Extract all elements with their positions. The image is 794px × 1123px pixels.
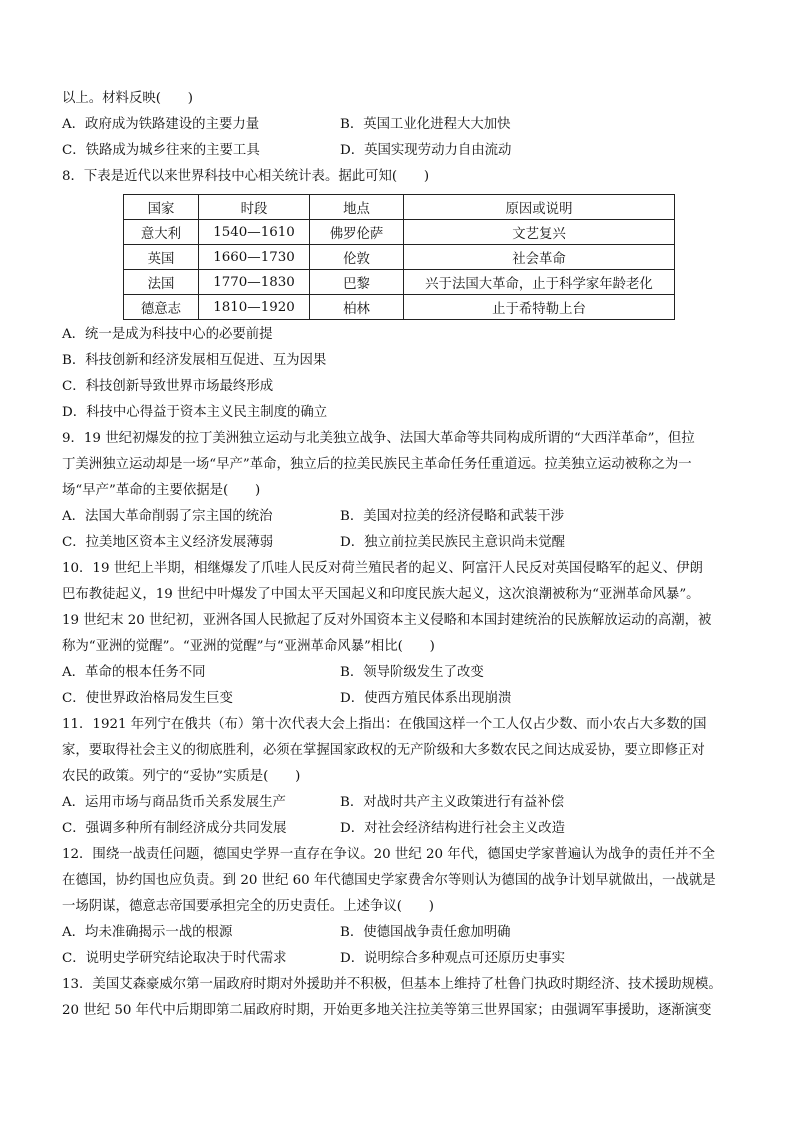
table-row [124, 220, 675, 245]
option-row [62, 686, 742, 712]
table-cell: 法国 [124, 270, 199, 295]
table-cell: 1810—1920 [199, 295, 310, 320]
option-row [62, 790, 742, 816]
option-a[interactable]: A．统一是成为科技中心的必要前提 [62, 327, 273, 342]
question-stem-line: 农民的政策。列宁的“妥协”实质是( ) [62, 769, 301, 784]
question-13 [62, 972, 742, 1024]
option-row [62, 530, 742, 556]
option-c[interactable]: C．使世界政治格局发生巨变 [62, 691, 233, 706]
question-stem-line: 10．19 世纪上半期，相继爆发了爪哇人民反对荷兰殖民者的起义、阿富汗人民反对英国侵略军的起义、伊朗 [62, 561, 703, 576]
table-cell: 英国 [124, 245, 199, 270]
table-cell: 1770—1830 [199, 270, 310, 295]
option-c[interactable]: C．说明史学研究结论取决于时代需求 [62, 951, 287, 966]
table-row [124, 270, 675, 295]
table-cell: 止于希特勒上台 [404, 295, 675, 320]
table-header-row [124, 195, 675, 220]
question-7 [62, 86, 742, 164]
table-cell: 1540—1610 [199, 220, 310, 245]
question-9 [62, 426, 742, 556]
option-d[interactable]: D．科技中心得益于资本主义民主制度的确立 [62, 405, 328, 420]
question-10 [62, 556, 742, 712]
option-b[interactable]: B．科技创新和经济发展相互促进、互为因果 [62, 353, 327, 368]
table-cell: 社会革命 [404, 245, 675, 270]
option-c[interactable]: C．科技创新导致世界市场最终形成 [62, 379, 274, 394]
option-b[interactable]: B．美国对拉美的经济侵略和武装干涉 [340, 509, 565, 524]
option-row [62, 138, 742, 164]
option-row [62, 920, 742, 946]
question-stem: 8．下表是近代以来世界科技中心相关统计表。据此可知( ) [62, 169, 430, 184]
option-c[interactable]: C．铁路成为城乡往来的主要工具 [62, 143, 260, 158]
table-row [124, 295, 675, 320]
table-header-cell: 国家 [124, 195, 199, 220]
tech-center-table [123, 194, 675, 320]
option-d[interactable]: D．使西方殖民体系出现崩溃 [340, 691, 512, 706]
option-row [62, 946, 742, 972]
table-cell: 意大利 [124, 220, 199, 245]
option-c[interactable]: C．强调多种所有制经济成分共同发展 [62, 821, 287, 836]
option-a[interactable]: A．革命的根本任务不同 [62, 665, 206, 680]
table-cell: 1660—1730 [199, 245, 310, 270]
question-stem-line: 在德国，协约国也应负责。到 20 世纪 60 年代德国史学家费舍尔等则认为德国的战争计划早就做出，一战就是 [62, 873, 716, 888]
option-a[interactable]: A．法国大革命削弱了宗主国的统治 [62, 509, 273, 524]
exam-page [62, 86, 742, 1024]
table-cell: 兴于法国大革命，止于科学家年龄老化 [404, 270, 675, 295]
option-b[interactable]: B．对战时共产主义政策进行有益补偿 [340, 795, 565, 810]
table-header-cell: 地点 [310, 195, 404, 220]
option-a[interactable]: A．政府成为铁路建设的主要力量 [62, 117, 260, 132]
question-stem-line: 场“早产”革命的主要依据是( ) [62, 483, 261, 498]
table-cell: 巴黎 [310, 270, 404, 295]
table-header-cell: 时段 [199, 195, 310, 220]
table-cell: 伦敦 [310, 245, 404, 270]
option-d[interactable]: D．说明综合多种观点可还原历史事实 [340, 951, 565, 966]
option-b[interactable]: B．英国工业化进程大大加快 [340, 117, 511, 132]
question-stem-line: 20 世纪 50 年代中后期即第二届政府时期，开始更多地关注拉美等第三世界国家；由强调军事援助，逐渐演变 [62, 1003, 712, 1018]
option-d[interactable]: D．独立前拉美民族民主意识尚未觉醒 [340, 535, 565, 550]
table-header-cell: 原因或说明 [404, 195, 675, 220]
option-c[interactable]: C．拉美地区资本主义经济发展薄弱 [62, 535, 274, 550]
table-cell: 柏林 [310, 295, 404, 320]
option-row [62, 504, 742, 530]
question-stem-line: 称为“亚洲的觉醒”。“亚洲的觉醒”与“亚洲革命风暴”相比( ) [62, 639, 435, 654]
table-cell: 佛罗伦萨 [310, 220, 404, 245]
question-stem-line: 12．围绕一战责任问题，德国史学界一直存在争议。20 世纪 20 年代，德国史学家普遍认为战争的责任并不全 [62, 847, 716, 862]
question-stem-line: 一场阴谋，德意志帝国要承担完全的历史责任。上述争议( ) [62, 899, 434, 914]
option-d[interactable]: D．英国实现劳动力自由流动 [340, 143, 512, 158]
question-stem-line: 13．美国艾森豪威尔第一届政府时期对外援助并不积极，但基本上维持了杜鲁门执政时期经济、技术援助规模。 [62, 977, 722, 992]
question-stem-line: 丁美洲独立运动却是一场“早产”革命，独立后的拉美民族民主革命任务任重道远。拉美独立运动被称之为一 [62, 457, 692, 472]
question-stem-line: 巴布教徒起义，19 世纪中叶爆发了中国太平天国起义和印度民族大起义，这次浪潮被称为“亚洲革命风暴”。 [62, 587, 700, 602]
question-11 [62, 712, 742, 842]
table-cell: 德意志 [124, 295, 199, 320]
option-a[interactable]: A．均未准确揭示一战的根源 [62, 925, 233, 940]
question-stem: 以上。材料反映( ) [62, 91, 193, 106]
question-8 [62, 164, 742, 426]
table-row [124, 245, 675, 270]
option-row [62, 816, 742, 842]
option-row [62, 112, 742, 138]
question-stem-line: 11．1921 年列宁在俄共（布）第十次代表大会上指出：在俄国这样一个工人仅占少数、而小农占大多数的国 [62, 717, 707, 732]
question-12 [62, 842, 742, 972]
question-stem-line: 9．19 世纪初爆发的拉丁美洲独立运动与北美独立战争、法国大革命等共同构成所谓的“大西洋革命”，但拉 [62, 431, 695, 446]
question-stem-line: 家，要取得社会主义的彻底胜利，必须在掌握国家政权的无产阶级和大多数农民之间达成妥协，要立即修正对 [62, 743, 705, 758]
question-stem-line: 19 世纪末 20 世纪初，亚洲各国人民掀起了反对外国资本主义侵略和本国封建统治的民族解放运动的高潮，被 [62, 613, 712, 628]
option-b[interactable]: B．使德国战争责任愈加明确 [340, 925, 511, 940]
table-cell: 文艺复兴 [404, 220, 675, 245]
option-d[interactable]: D．对社会经济结构进行社会主义改造 [340, 821, 565, 836]
option-b[interactable]: B．领导阶级发生了改变 [340, 665, 484, 680]
option-a[interactable]: A．运用市场与商品货币关系发展生产 [62, 795, 286, 810]
option-row [62, 660, 742, 686]
